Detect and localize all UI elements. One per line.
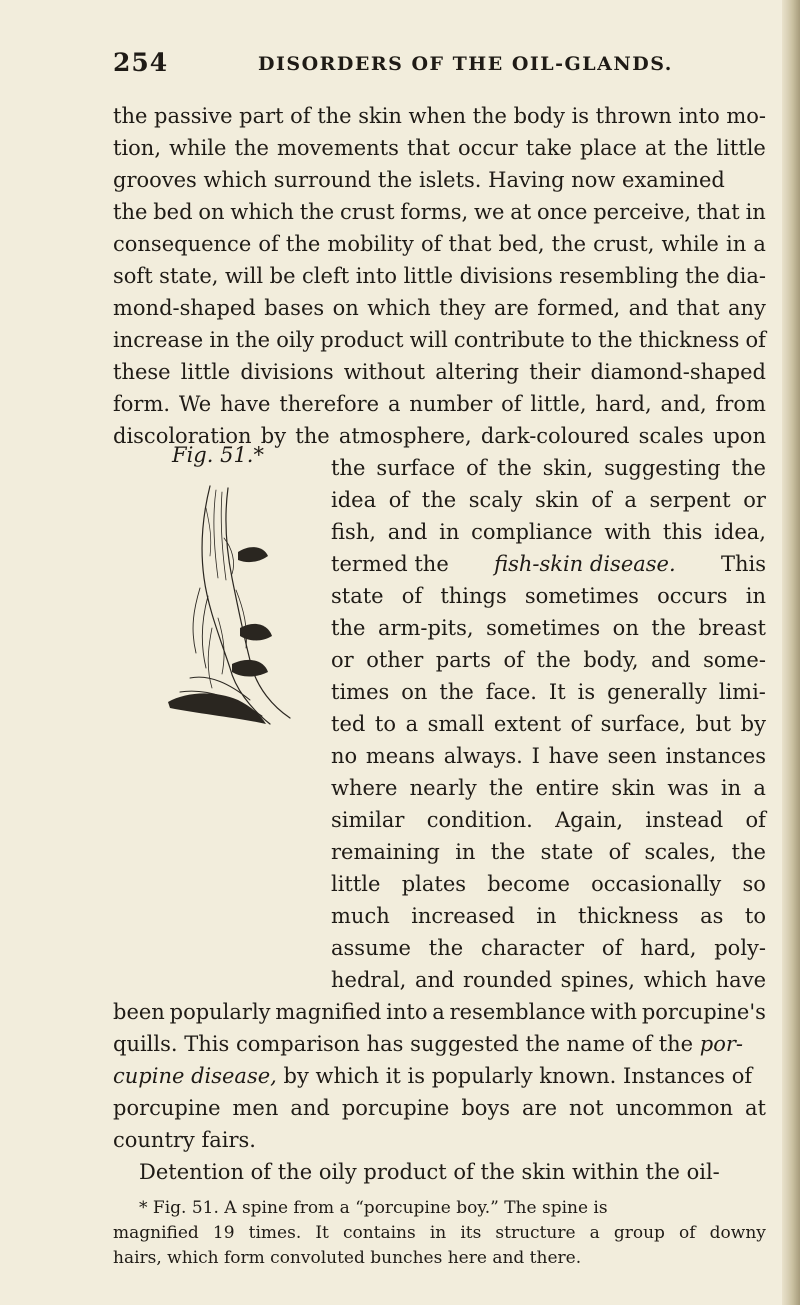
body-line: much increased in thickness as to (331, 904, 766, 928)
body-line: discoloration by the atmosphere, dark-coloured scales upon (113, 424, 766, 448)
body-line: the surface of the skin, suggesting the (331, 456, 766, 480)
italic-term: fish-skin disease. (494, 552, 676, 576)
body-line: the passive part of the skin when the body is thrown into mo- (113, 104, 766, 128)
body-line: idea of the scaly skin of a serpent or (331, 488, 766, 512)
body-line: form. We have therefore a number of little, hard, and, from (113, 392, 766, 416)
body-line: ted to a small extent of surface, but by (331, 712, 766, 736)
body-line: grooves which surround the islets. Having now examined (113, 168, 725, 192)
body-line: similar condition. Again, instead of (331, 808, 766, 832)
body-line: country fairs. (113, 1128, 256, 1152)
body-line: little plates become occasionally so (331, 872, 766, 896)
body-line: Detention of the oily product of the skin within the oil- (139, 1160, 720, 1184)
body-line: soft state, will be cleft into little divisions resembling the dia- (113, 264, 766, 288)
body-line: mond-shaped bases on which they are formed, and that any (113, 296, 766, 320)
body-line: the arm-pits, sometimes on the breast (331, 616, 766, 640)
body-line: hedral, and rounded spines, which have (331, 968, 766, 992)
page-edge (782, 0, 800, 1305)
body-line: remaining in the state of scales, the (331, 840, 766, 864)
body-line: increase in the oily product will contribute to the thickness of (113, 328, 766, 352)
footnote-line: * Fig. 51. A spine from a “porcupine boy.” The spine is (139, 1198, 608, 1218)
body-line: or other parts of the body, and some- (331, 648, 766, 672)
page-header (113, 48, 763, 88)
body-line: tion, while the movements that occur take place at the little (113, 136, 766, 160)
body-line: assume the character of hard, poly- (331, 936, 766, 960)
body-line: state of things sometimes occurs in (331, 584, 766, 608)
italic-term: por- (699, 1032, 744, 1056)
footnote-line: hairs, which form convoluted bunches here and there. (113, 1248, 582, 1268)
body-line (113, 1060, 766, 1092)
italic-term: cupine disease, (113, 1064, 277, 1088)
body-text: This (720, 552, 766, 576)
body-line: fish, and in compliance with this idea, (331, 520, 766, 544)
body-line: where nearly the entire skin was in a (331, 776, 766, 800)
body-line: porcupine men and porcupine boys are not uncommon at (113, 1096, 766, 1120)
body-line (113, 1028, 766, 1060)
figure-label: Fig. 51.* (172, 443, 264, 467)
body-line: been popularly magnified into a resemblance with porcupine's (113, 1000, 766, 1024)
porcupine-spine-illustration (140, 478, 300, 728)
footnote-line: magnified 19 times. It contains in its structure a group of downy (113, 1223, 766, 1243)
body-text: by which it is popularly known. Instances of (283, 1064, 753, 1088)
body-line: the bed on which the crust forms, we at once perceive, that in (113, 200, 766, 224)
body-line (331, 548, 766, 580)
body-line: consequence of the mobility of that bed, the crust, while in a (113, 232, 766, 256)
page-number: 254 (113, 48, 169, 77)
body-line: no means always. I have seen instances (331, 744, 766, 768)
body-text: termed the (331, 552, 449, 576)
body-line: times on the face. It is generally limi- (331, 680, 766, 704)
body-text: quills. This comparison has suggested the name of the (113, 1032, 694, 1056)
body-line: these little divisions without altering their diamond-shaped (113, 360, 766, 384)
running-head: DISORDERS OF THE OIL-GLANDS. (258, 53, 673, 75)
